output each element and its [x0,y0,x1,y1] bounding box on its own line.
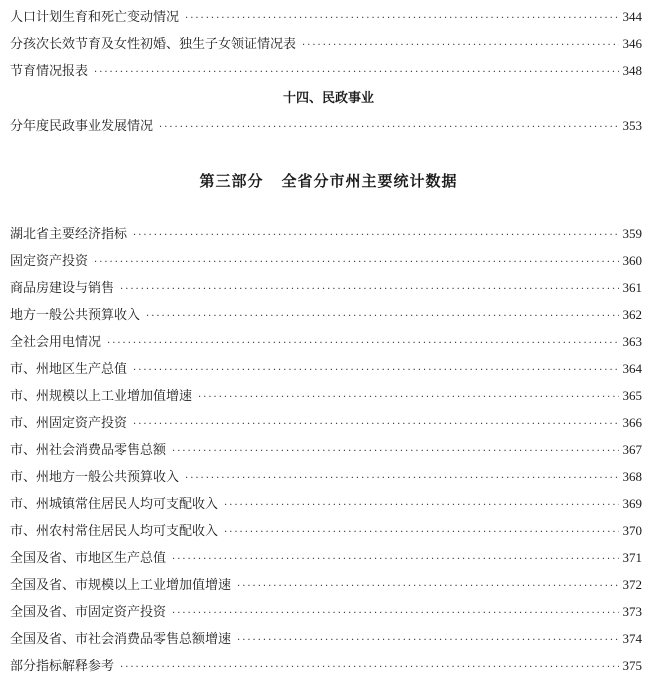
dot-leader [237,631,618,651]
dot-leader [120,658,618,678]
toc-entry-page: 370 [622,523,642,538]
dot-leader [94,253,618,273]
toc-entry-title: 人口计划生育和死亡变动情况 [10,10,180,25]
toc-entry-page: 359 [622,226,642,241]
toc-entry-page: 373 [622,604,642,619]
dot-leader [224,496,618,516]
toc-entry[interactable] [10,656,642,676]
toc-entry-title: 地方一般公共预算收入 [10,308,141,323]
dot-leader [172,550,618,570]
toc-entry[interactable] [10,7,642,27]
toc-entry[interactable] [10,359,642,379]
toc-entry-page: 364 [622,361,642,376]
toc-entry-page: 353 [622,118,642,133]
toc-entry-page: 372 [622,577,642,592]
dot-leader [133,361,618,381]
toc-entry-page: 346 [622,36,642,51]
toc-entry[interactable] [10,224,642,244]
toc-entry[interactable] [10,332,642,352]
dot-leader [224,523,618,543]
toc-entry-page: 366 [622,415,642,430]
toc-entry-page: 375 [622,658,642,673]
toc-entry-page: 363 [622,334,642,349]
dot-leader [237,577,618,597]
toc-entry-page: 365 [622,388,642,403]
dot-leader [133,415,618,435]
section-heading: 十四、民政事业 [282,91,374,106]
toc-entry-title: 市、州城镇常住居民人均可支配收入 [10,497,219,512]
toc-entry-title: 全国及省、市固定资产投资 [10,605,167,620]
toc-entry[interactable] [10,440,642,460]
toc-entry[interactable] [10,251,642,271]
toc-entry[interactable] [10,413,642,433]
toc-entry-title: 商品房建设与销售 [10,281,115,296]
toc-entry[interactable] [10,278,642,298]
toc-entry-page: 368 [622,469,642,484]
toc-entry-title: 市、州地区生产总值 [10,362,128,377]
toc-entry-page: 371 [622,550,642,565]
dot-leader [198,388,618,408]
toc-entry-title: 固定资产投资 [10,254,89,269]
toc-entry-title: 市、州规模以上工业增加值增速 [10,389,193,404]
dot-leader [185,9,618,29]
toc-entry[interactable] [10,34,642,54]
toc-entry-page: 361 [622,280,642,295]
toc-entry-page: 374 [622,631,642,646]
toc-entry-page: 369 [622,496,642,511]
toc-entry-title: 节育情况报表 [10,64,89,79]
dot-leader [107,334,618,354]
toc-entry-title: 全社会用电情况 [10,335,102,350]
toc-entry-title: 部分指标解释参考 [10,659,115,674]
toc-entry[interactable] [10,494,642,514]
toc-entry-title: 湖北省主要经济指标 [10,227,128,242]
toc-entry-title: 市、州社会消费品零售总额 [10,443,167,458]
dot-leader [172,442,618,462]
toc-entry-page: 367 [622,442,642,457]
dot-leader [120,280,618,300]
toc-entry[interactable] [10,629,642,649]
dot-leader [159,118,618,138]
part-title: 全省分市州主要统计数据 [281,172,458,190]
toc-entry[interactable] [10,575,642,595]
dot-leader [172,604,618,624]
toc-entry-title: 全国及省、市规模以上工业增加值增速 [10,578,232,593]
toc-entry-title: 全国及省、市社会消费品零售总额增速 [10,632,232,647]
toc-entry-page: 362 [622,307,642,322]
dot-leader [185,469,618,489]
toc-entry-title: 分孩次长效节育及女性初婚、独生子女领证情况表 [10,37,297,52]
toc-entry[interactable] [10,521,642,541]
dot-leader [94,63,618,83]
part-label: 第三部分 [199,172,264,190]
toc-entry-page: 348 [622,63,642,78]
toc-entry[interactable] [10,305,642,325]
toc-entry-title: 全国及省、市地区生产总值 [10,551,167,566]
toc-entry-title: 市、州固定资产投资 [10,416,128,431]
toc-entry[interactable] [10,548,642,568]
dot-leader [133,226,618,246]
toc-entry-title: 市、州地方一般公共预算收入 [10,470,180,485]
toc-entry-title: 分年度民政事业发展情况 [10,119,154,134]
toc-entry[interactable] [10,61,642,81]
toc-entry[interactable] [10,116,642,136]
toc-entry[interactable] [10,467,642,487]
dot-leader [146,307,618,327]
toc-entry-page: 360 [622,253,642,268]
toc-entry-title: 市、州农村常住居民人均可支配收入 [10,524,219,539]
dot-leader [302,36,618,56]
toc-entry[interactable] [10,602,642,622]
toc-entry-page: 344 [622,9,642,24]
toc-entry[interactable] [10,386,642,406]
part-heading [0,170,657,192]
